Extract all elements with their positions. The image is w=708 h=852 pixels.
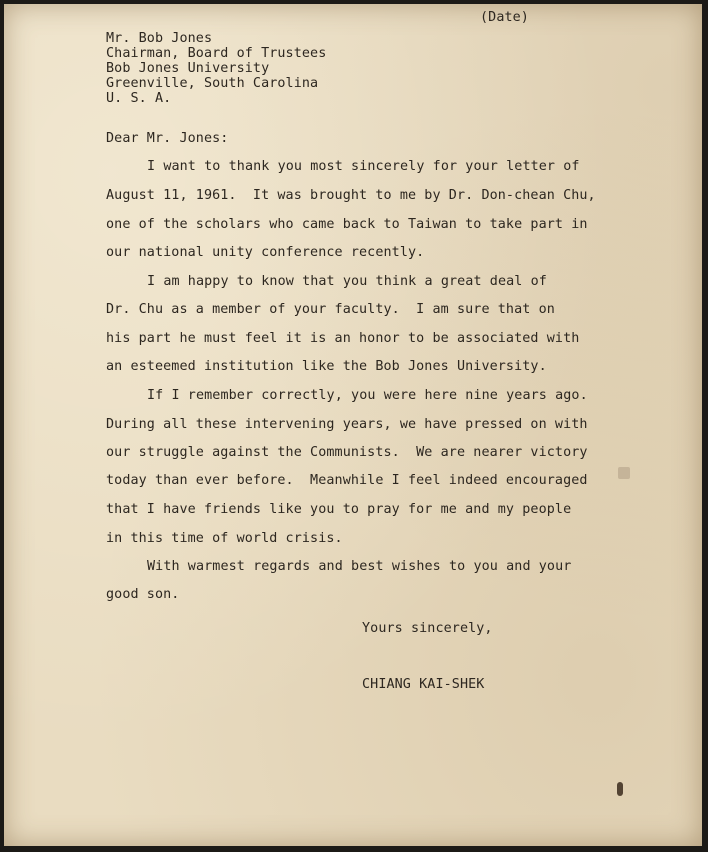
recipient-city: Greenville, South Carolina [106, 76, 319, 91]
salutation: Dear Mr. Jones: [106, 131, 229, 146]
closing: Yours sincerely, [362, 621, 493, 636]
body-line: I want to thank you most sincerely for your letter of [147, 159, 580, 174]
paper-blemish [618, 467, 630, 479]
body-line: I am happy to know that you think a great deal of [147, 274, 547, 289]
body-line: today than ever before. Meanwhile I feel indeed encouraged [106, 473, 588, 488]
body-line: our struggle against the Communists. We are nearer victory [106, 445, 588, 460]
body-line: If I remember correctly, you were here nine years ago. [147, 388, 588, 403]
body-line: During all these intervening years, we have pressed on with [106, 417, 588, 432]
body-line: August 11, 1961. It was brought to me by Dr. Don-chean Chu, [106, 188, 596, 203]
recipient-organization: Bob Jones University [106, 61, 270, 76]
signature-name: CHIANG KAI-SHEK [362, 677, 485, 692]
letter-page [4, 4, 702, 846]
body-line: his part he must feel it is an honor to be associated with [106, 331, 580, 346]
body-line: With warmest regards and best wishes to you and your [147, 559, 572, 574]
body-line: one of the scholars who came back to Taiwan to take part in [106, 217, 588, 232]
recipient-country: U. S. A. [106, 91, 172, 106]
body-line: Dr. Chu as a member of your faculty. I am sure that on [106, 302, 555, 317]
date-placeholder: (Date) [480, 10, 529, 25]
body-line: that I have friends like you to pray for me and my people [106, 502, 572, 517]
recipient-title: Chairman, Board of Trustees [106, 46, 327, 61]
ink-spot [617, 782, 623, 796]
body-line: in this time of world crisis. [106, 531, 343, 546]
body-line: good son. [106, 587, 180, 602]
recipient-name: Mr. Bob Jones [106, 31, 213, 46]
body-line: an esteemed institution like the Bob Jones University. [106, 359, 547, 374]
body-line: our national unity conference recently. [106, 245, 425, 260]
